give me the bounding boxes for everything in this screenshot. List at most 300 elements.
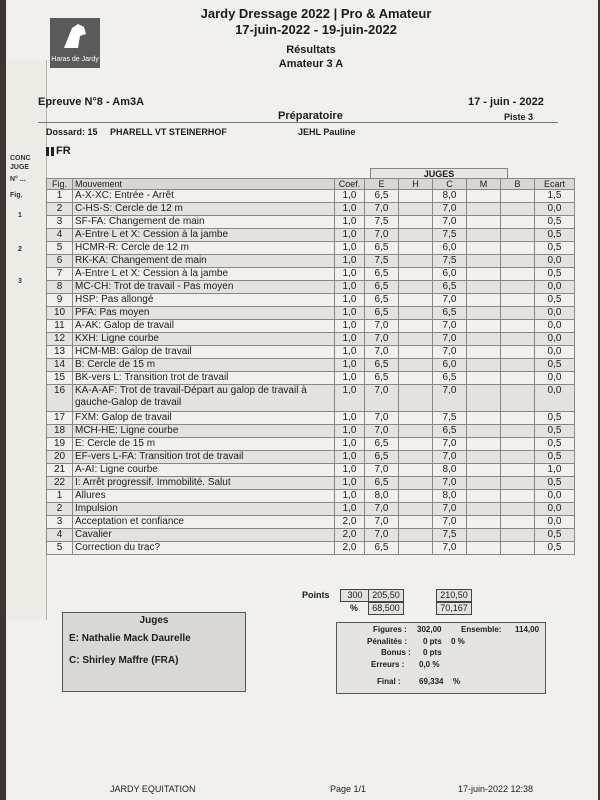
ecart: 0,0 xyxy=(535,385,575,412)
results-sheet xyxy=(6,0,598,800)
table-row xyxy=(47,346,575,359)
score-h xyxy=(399,516,433,529)
divider xyxy=(38,122,558,123)
table-row xyxy=(47,516,575,529)
coefficient: 1,0 xyxy=(335,294,365,307)
coefficient: 1,0 xyxy=(335,320,365,333)
score-m xyxy=(467,464,501,477)
side-label: JUGE xyxy=(10,164,30,171)
ecart: 0,5 xyxy=(535,216,575,229)
epreuve-type: Préparatoire xyxy=(278,110,343,122)
score-m xyxy=(467,529,501,542)
epreuve-date: 17 - juin - 2022 xyxy=(468,96,544,108)
coefficient: 2,0 xyxy=(335,529,365,542)
score-c: 6,0 xyxy=(433,268,467,281)
movement: MC-CH: Trot de travail - Pas moyen xyxy=(73,281,335,294)
score-m xyxy=(467,372,501,385)
movement: Impulsion xyxy=(73,503,335,516)
score-e: 6,5 xyxy=(365,294,399,307)
score-c: 7,0 xyxy=(433,203,467,216)
score-b xyxy=(501,229,535,242)
score-e: 7,0 xyxy=(365,320,399,333)
score-c: 7,5 xyxy=(433,529,467,542)
table-row xyxy=(47,203,575,216)
movement: Correction du trac? xyxy=(73,542,335,555)
side-label: N° ... xyxy=(10,176,26,183)
figure-number: 21 xyxy=(47,464,73,477)
score-c: 7,0 xyxy=(433,516,467,529)
figure-number: 15 xyxy=(47,372,73,385)
country-code: FR xyxy=(56,145,71,157)
penalites-pct: 0 % xyxy=(451,637,465,646)
dossard: Dossard: 15 xyxy=(46,127,98,137)
score-h xyxy=(399,451,433,464)
score-c: 7,5 xyxy=(433,412,467,425)
table-row xyxy=(47,477,575,490)
score-h xyxy=(399,464,433,477)
resultats-heading: Résultats xyxy=(286,44,336,56)
movement: I: Arrêt progressif. Immobilité. Salut xyxy=(73,477,335,490)
score-b xyxy=(501,425,535,438)
figure-number: 8 xyxy=(47,281,73,294)
score-c: 7,0 xyxy=(433,451,467,464)
score-c: 6,5 xyxy=(433,281,467,294)
score-c: 7,0 xyxy=(433,333,467,346)
score-h xyxy=(399,425,433,438)
score-h xyxy=(399,333,433,346)
score-c: 6,0 xyxy=(433,359,467,372)
movement: EF-vers L-FA: Transition trot de travail xyxy=(73,451,335,464)
figure-number: 20 xyxy=(47,451,73,464)
movement: B: Cercle de 15 m xyxy=(73,359,335,372)
figure-number: 13 xyxy=(47,346,73,359)
figure-number: 3 xyxy=(47,216,73,229)
table-row xyxy=(47,320,575,333)
movement: KXH: Ligne courbe xyxy=(73,333,335,346)
score-b xyxy=(501,190,535,203)
points-c: 210,50 xyxy=(436,589,472,602)
coefficient: 2,0 xyxy=(335,542,365,555)
score-e: 8,0 xyxy=(365,490,399,503)
score-c: 6,5 xyxy=(433,425,467,438)
figure-number: 22 xyxy=(47,477,73,490)
coefficient: 1,0 xyxy=(335,451,365,464)
coefficient: 1,0 xyxy=(335,438,365,451)
table-row xyxy=(47,464,575,477)
score-m xyxy=(467,190,501,203)
ecart: 0,0 xyxy=(535,346,575,359)
horse-head-icon xyxy=(50,18,100,52)
ecart: 0,5 xyxy=(535,425,575,438)
score-h xyxy=(399,281,433,294)
figure-number: 19 xyxy=(47,438,73,451)
movement: A-Entre L et X: Cession à la jambe xyxy=(73,229,335,242)
ecart: 0,0 xyxy=(535,307,575,320)
score-h xyxy=(399,320,433,333)
ecart: 1,0 xyxy=(535,464,575,477)
footer-org: JARDY EQUITATION xyxy=(110,784,196,794)
score-b xyxy=(501,346,535,359)
score-h xyxy=(399,359,433,372)
table-row xyxy=(47,412,575,425)
pct-label: % xyxy=(350,603,359,613)
coefficient: 1,0 xyxy=(335,255,365,268)
table-row xyxy=(47,216,575,229)
score-e: 6,5 xyxy=(365,477,399,490)
figure-number: 17 xyxy=(47,412,73,425)
coefficient: 1,0 xyxy=(335,203,365,216)
footer-timestamp: 17-juin-2022 12:38 xyxy=(458,784,534,794)
score-e: 6,5 xyxy=(365,359,399,372)
score-c: 8,0 xyxy=(433,464,467,477)
score-c: 7,0 xyxy=(433,216,467,229)
score-m xyxy=(467,255,501,268)
table-row xyxy=(47,294,575,307)
score-m xyxy=(467,490,501,503)
score-e: 6,5 xyxy=(365,451,399,464)
score-m xyxy=(467,203,501,216)
juges-header: JUGES xyxy=(370,168,508,179)
score-e: 7,0 xyxy=(365,516,399,529)
score-e: 6,5 xyxy=(365,542,399,555)
movement: C-HS-S: Cercle de 12 m xyxy=(73,203,335,216)
pct-c: 70,167 xyxy=(436,602,472,615)
figures-label: Figures : xyxy=(373,625,407,634)
score-b xyxy=(501,464,535,477)
score-c: 7,0 xyxy=(433,294,467,307)
pct-e: 68,500 xyxy=(368,602,404,615)
score-e: 7,0 xyxy=(365,425,399,438)
score-h xyxy=(399,438,433,451)
movement: E: Cercle de 15 m xyxy=(73,438,335,451)
movement: PFA: Pas moyen xyxy=(73,307,335,320)
table-row xyxy=(47,255,575,268)
table-row xyxy=(47,268,575,281)
flag-icon xyxy=(46,147,49,156)
movement: BK-vers L: Transition trot de travail xyxy=(73,372,335,385)
score-h xyxy=(399,190,433,203)
coefficient: 1,0 xyxy=(335,464,365,477)
figure-number: 18 xyxy=(47,425,73,438)
score-h xyxy=(399,385,433,412)
coefficient: 1,0 xyxy=(335,268,365,281)
score-h xyxy=(399,229,433,242)
score-h xyxy=(399,372,433,385)
score-e: 7,0 xyxy=(365,203,399,216)
score-e: 7,0 xyxy=(365,529,399,542)
score-m xyxy=(467,359,501,372)
table-header-row xyxy=(47,179,575,190)
score-b xyxy=(501,307,535,320)
ecart: 0,0 xyxy=(535,281,575,294)
movement: Acceptation et confiance xyxy=(73,516,335,529)
score-b xyxy=(501,516,535,529)
event-title: Jardy Dressage 2022 | Pro & Amateur xyxy=(200,6,432,21)
background-sheet xyxy=(6,60,47,620)
movement: A-Entre L et X: Cession à la jambe xyxy=(73,268,335,281)
coefficient: 1,0 xyxy=(335,346,365,359)
side-label: 1 xyxy=(18,212,22,219)
movement: A-AK: Galop de travail xyxy=(73,320,335,333)
table-row xyxy=(47,385,575,412)
points-e: 205,50 xyxy=(368,589,404,602)
figure-number: 4 xyxy=(47,529,73,542)
ecart: 0,5 xyxy=(535,412,575,425)
juges-box xyxy=(62,612,246,692)
score-b xyxy=(501,490,535,503)
score-h xyxy=(399,203,433,216)
score-b xyxy=(501,320,535,333)
score-e: 6,5 xyxy=(365,372,399,385)
score-e: 7,0 xyxy=(365,229,399,242)
score-h xyxy=(399,346,433,359)
score-m xyxy=(467,242,501,255)
score-m xyxy=(467,542,501,555)
figure-number: 2 xyxy=(47,203,73,216)
points-label: Points xyxy=(302,590,330,600)
score-m xyxy=(467,438,501,451)
score-h xyxy=(399,242,433,255)
score-e: 7,0 xyxy=(365,346,399,359)
score-b xyxy=(501,359,535,372)
score-e: 6,5 xyxy=(365,242,399,255)
score-c: 8,0 xyxy=(433,490,467,503)
score-h xyxy=(399,412,433,425)
scores-table xyxy=(46,178,575,555)
score-e: 7,0 xyxy=(365,333,399,346)
table-row xyxy=(47,190,575,203)
score-c: 7,0 xyxy=(433,320,467,333)
figure-number: 4 xyxy=(47,229,73,242)
score-m xyxy=(467,281,501,294)
coefficient: 1,0 xyxy=(335,242,365,255)
score-m xyxy=(467,307,501,320)
figure-number: 9 xyxy=(47,294,73,307)
score-h xyxy=(399,268,433,281)
final-unit: % xyxy=(453,677,461,686)
penalites-value: 0 pts xyxy=(423,637,442,646)
figure-number: 6 xyxy=(47,255,73,268)
coefficient: 1,0 xyxy=(335,216,365,229)
score-b xyxy=(501,385,535,412)
ecart: 0,5 xyxy=(535,542,575,555)
movement: A-AI: Ligne courbe xyxy=(73,464,335,477)
score-c: 6,5 xyxy=(433,372,467,385)
coefficient: 1,0 xyxy=(335,385,365,412)
score-m xyxy=(467,451,501,464)
score-c: 7,0 xyxy=(433,385,467,412)
coefficient: 1,0 xyxy=(335,281,365,294)
coefficient: 1,0 xyxy=(335,425,365,438)
score-e: 7,0 xyxy=(365,385,399,412)
movement: SF-FA: Changement de main xyxy=(73,216,335,229)
coefficient: 1,0 xyxy=(335,477,365,490)
table-row xyxy=(47,542,575,555)
movement: HCMR-R: Cercle de 12 m xyxy=(73,242,335,255)
score-b xyxy=(501,242,535,255)
score-m xyxy=(467,216,501,229)
score-b xyxy=(501,281,535,294)
table-row xyxy=(47,307,575,320)
col-header: E xyxy=(365,179,399,190)
ecart: 0,5 xyxy=(535,477,575,490)
score-m xyxy=(467,503,501,516)
final-value: 69,334 xyxy=(419,677,444,686)
figure-number: 12 xyxy=(47,333,73,346)
movement: HSP: Pas allongé xyxy=(73,294,335,307)
coefficient: 1,0 xyxy=(335,503,365,516)
movement: FXM: Galop de travail xyxy=(73,412,335,425)
table-row xyxy=(47,281,575,294)
score-e: 7,0 xyxy=(365,464,399,477)
score-b xyxy=(501,333,535,346)
score-c: 7,0 xyxy=(433,346,467,359)
coefficient: 1,0 xyxy=(335,229,365,242)
ensemble-label: Ensemble: xyxy=(461,625,502,634)
ecart: 0,5 xyxy=(535,529,575,542)
score-m xyxy=(467,477,501,490)
score-c: 7,0 xyxy=(433,438,467,451)
ecart: 0,0 xyxy=(535,333,575,346)
score-h xyxy=(399,216,433,229)
col-header: Fig. xyxy=(47,179,73,190)
score-m xyxy=(467,320,501,333)
coefficient: 2,0 xyxy=(335,516,365,529)
score-e: 6,5 xyxy=(365,307,399,320)
penalites-label: Pénalités : xyxy=(367,637,408,646)
movement: Allures xyxy=(73,490,335,503)
score-c: 7,0 xyxy=(433,503,467,516)
side-label: Fig. xyxy=(10,192,23,199)
score-m xyxy=(467,294,501,307)
score-m xyxy=(467,385,501,412)
score-c: 8,0 xyxy=(433,190,467,203)
ecart: 0,0 xyxy=(535,503,575,516)
ecart: 0,0 xyxy=(535,490,575,503)
movement: HCM-MB: Galop de travail xyxy=(73,346,335,359)
score-b xyxy=(501,268,535,281)
ecart: 1,5 xyxy=(535,190,575,203)
piste-label: Piste 3 xyxy=(504,112,534,122)
score-b xyxy=(501,503,535,516)
col-header: H xyxy=(399,179,433,190)
score-h xyxy=(399,307,433,320)
score-b xyxy=(501,529,535,542)
table-row xyxy=(47,229,575,242)
score-h xyxy=(399,529,433,542)
ecart: 0,0 xyxy=(535,372,575,385)
scores-body xyxy=(47,190,575,555)
score-h xyxy=(399,294,433,307)
event-dates: 17-juin-2022 - 19-juin-2022 xyxy=(235,22,397,37)
score-m xyxy=(467,229,501,242)
table-row xyxy=(47,333,575,346)
logo-text: Haras de Jardy xyxy=(51,56,99,63)
figure-number: 5 xyxy=(47,542,73,555)
col-header: C xyxy=(433,179,467,190)
side-label: CONC xyxy=(10,155,31,162)
ecart: 0,5 xyxy=(535,268,575,281)
table-row xyxy=(47,451,575,464)
score-m xyxy=(467,333,501,346)
score-b xyxy=(501,203,535,216)
ecart: 0,5 xyxy=(535,451,575,464)
ecart: 0,5 xyxy=(535,359,575,372)
score-e: 6,5 xyxy=(365,268,399,281)
table-row xyxy=(47,490,575,503)
bonus-label: Bonus : xyxy=(381,648,411,657)
ecart: 0,5 xyxy=(535,229,575,242)
ecart: 0,0 xyxy=(535,320,575,333)
coefficient: 1,0 xyxy=(335,412,365,425)
figure-number: 1 xyxy=(47,190,73,203)
score-b xyxy=(501,372,535,385)
movement: RK-KA: Changement de main xyxy=(73,255,335,268)
epreuve-name: Epreuve N°8 - Am3A xyxy=(38,96,145,108)
coefficient: 1,0 xyxy=(335,307,365,320)
ecart: 0,5 xyxy=(535,242,575,255)
category-heading: Amateur 3 A xyxy=(278,58,344,70)
col-header: Mouvement xyxy=(73,179,335,190)
score-e: 6,5 xyxy=(365,190,399,203)
score-b xyxy=(501,216,535,229)
coefficient: 1,0 xyxy=(335,490,365,503)
figure-number: 2 xyxy=(47,503,73,516)
score-e: 6,5 xyxy=(365,438,399,451)
side-label: 3 xyxy=(18,278,22,285)
ecart: 0,0 xyxy=(535,255,575,268)
figure-number: 11 xyxy=(47,320,73,333)
score-c: 7,0 xyxy=(433,542,467,555)
score-c: 6,5 xyxy=(433,307,467,320)
score-b xyxy=(501,412,535,425)
haras-de-jardy-logo xyxy=(50,18,100,68)
score-m xyxy=(467,346,501,359)
table-row xyxy=(47,359,575,372)
score-m xyxy=(467,516,501,529)
score-b xyxy=(501,294,535,307)
erreurs-value: 0,0 % xyxy=(419,660,440,669)
score-b xyxy=(501,451,535,464)
coefficient: 1,0 xyxy=(335,372,365,385)
ecart: 0,0 xyxy=(535,203,575,216)
final-label: Final : xyxy=(377,677,401,686)
figures-value: 302,00 xyxy=(417,625,442,634)
rider-name: JEHL Pauline xyxy=(298,127,356,137)
score-e: 7,0 xyxy=(365,503,399,516)
col-header: B xyxy=(501,179,535,190)
table-row xyxy=(47,425,575,438)
bonus-value: 0 pts xyxy=(423,648,442,657)
coefficient: 1,0 xyxy=(335,359,365,372)
points-max: 300 xyxy=(340,589,370,602)
score-b xyxy=(501,255,535,268)
movement: A-X-XC: Entrée - Arrêt xyxy=(73,190,335,203)
score-h xyxy=(399,477,433,490)
score-m xyxy=(467,268,501,281)
judge-c: C: Shirley Maffre (FRA) xyxy=(69,655,179,666)
ecart: 0,5 xyxy=(535,294,575,307)
figure-number: 10 xyxy=(47,307,73,320)
movement: KA-A-AF: Trot de travail-Départ au galop de travail à gauche-Galop de travail xyxy=(73,385,335,412)
coefficient: 1,0 xyxy=(335,190,365,203)
score-c: 6,0 xyxy=(433,242,467,255)
flag-icon xyxy=(51,147,54,156)
score-h xyxy=(399,490,433,503)
score-c: 7,5 xyxy=(433,255,467,268)
score-m xyxy=(467,425,501,438)
side-label: 2 xyxy=(18,246,22,253)
